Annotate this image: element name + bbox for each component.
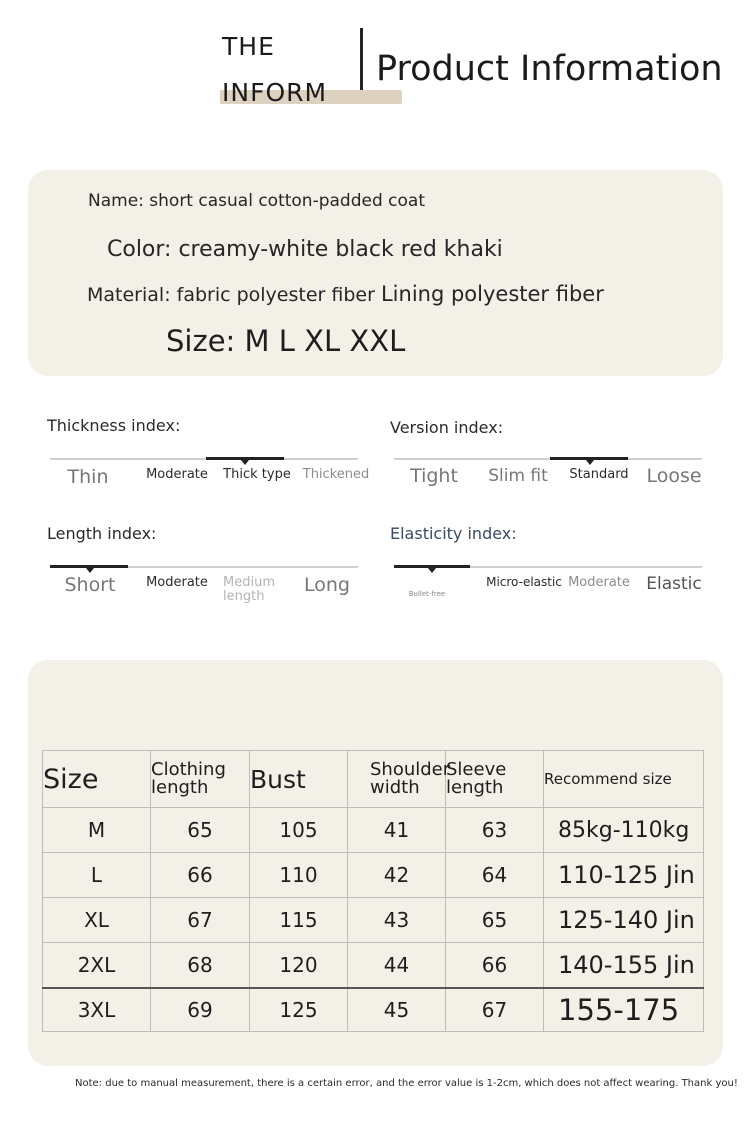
cell-recommend-size: 125-140 Jin xyxy=(544,898,704,943)
material-lining: Lining polyester fiber xyxy=(380,282,604,306)
cell-sleeve-length: 67 xyxy=(446,988,544,1032)
header-divider xyxy=(360,28,363,90)
thickness-index-title: Thickness index: xyxy=(47,416,181,435)
cell-clothing-length: 69 xyxy=(151,988,250,1032)
cell-size: M xyxy=(43,808,151,853)
table-row xyxy=(43,808,704,853)
column-header-sleeve-length: Sleeve length xyxy=(446,751,544,808)
product-material xyxy=(87,281,604,308)
cell-sleeve-length: 64 xyxy=(446,853,544,898)
cell-size: 2XL xyxy=(43,943,151,988)
thickness-option-thick-type: Thick type xyxy=(223,467,291,482)
column-header-bust: Bust xyxy=(250,751,348,808)
version-option-slim-fit: Slim fit xyxy=(488,466,548,486)
brand-line-2: INFORM xyxy=(222,78,328,107)
cell-shoulder-width: 42 xyxy=(348,853,446,898)
cell-size: 3XL xyxy=(43,988,151,1032)
elasticity-option-elastic: Elastic xyxy=(646,574,702,594)
length-pointer xyxy=(86,568,94,573)
brand-line-1: THE xyxy=(222,32,275,61)
cell-clothing-length: 65 xyxy=(151,808,250,853)
table-row xyxy=(43,898,704,943)
elasticity-pointer xyxy=(428,568,436,573)
version-scale-line xyxy=(394,458,702,460)
cell-bust: 125 xyxy=(250,988,348,1032)
material-fabric: Material: fabric polyester fiber xyxy=(87,284,375,306)
version-option-standard: Standard xyxy=(569,467,629,482)
elasticity-option-bullet-free: Bullet-free xyxy=(408,590,446,598)
size-table xyxy=(42,750,704,1032)
page-title: Product Information xyxy=(376,49,723,89)
version-option-tight: Tight xyxy=(410,465,458,487)
cell-bust: 105 xyxy=(250,808,348,853)
column-header-shoulder-width: Shoulder width xyxy=(348,751,446,808)
column-header-recommend-size: Recommend size xyxy=(544,751,704,808)
cell-shoulder-width: 45 xyxy=(348,988,446,1032)
cell-bust: 110 xyxy=(250,853,348,898)
thickness-option-moderate: Moderate xyxy=(146,467,208,482)
length-index-title: Length index: xyxy=(47,524,157,543)
cell-recommend-size: 140-155 Jin xyxy=(544,943,704,988)
cell-clothing-length: 67 xyxy=(151,898,250,943)
cell-size: L xyxy=(43,853,151,898)
version-option-loose: Loose xyxy=(646,465,702,487)
length-option-moderate: Moderate xyxy=(146,575,208,590)
elasticity-option-micro-elastic: Micro-elastic xyxy=(486,575,562,589)
table-row xyxy=(43,853,704,898)
length-option-long: Long xyxy=(304,574,350,596)
cell-sleeve-length: 63 xyxy=(446,808,544,853)
thickness-scale-line xyxy=(50,458,358,460)
column-header-size: Size xyxy=(43,751,151,808)
cell-sleeve-length: 66 xyxy=(446,943,544,988)
table-header-row xyxy=(43,751,704,808)
table-row xyxy=(43,988,704,1032)
thickness-option-thickened: Thickened xyxy=(302,467,370,482)
product-size: Size: M L XL XXL xyxy=(166,324,406,358)
cell-sleeve-length: 65 xyxy=(446,898,544,943)
version-pointer xyxy=(586,460,594,465)
cell-recommend-size: 110-125 Jin xyxy=(544,853,704,898)
elasticity-option-moderate: Moderate xyxy=(568,575,630,590)
cell-bust: 115 xyxy=(250,898,348,943)
table-row xyxy=(43,943,704,988)
product-color: Color: creamy-white black red khaki xyxy=(107,237,503,262)
length-option-short: Short xyxy=(64,574,116,596)
thickness-option-thin: Thin xyxy=(67,466,109,488)
product-name: Name: short casual cotton-padded coat xyxy=(88,191,425,211)
length-option-medium-length: Medium length xyxy=(223,575,275,604)
cell-recommend-size: 85kg-110kg xyxy=(544,808,704,853)
elasticity-index-title: Elasticity index: xyxy=(390,524,517,543)
cell-shoulder-width: 41 xyxy=(348,808,446,853)
cell-clothing-length: 68 xyxy=(151,943,250,988)
cell-shoulder-width: 44 xyxy=(348,943,446,988)
column-header-clothing-length: Clothing length xyxy=(151,751,250,808)
measurement-note: Note: due to manual measurement, there is a certain error, and the error value is 1-2cm, which does not affect wearing. Thank you! xyxy=(75,1078,738,1089)
cell-recommend-size: 155-175 xyxy=(544,988,704,1032)
cell-bust: 120 xyxy=(250,943,348,988)
cell-size: XL xyxy=(43,898,151,943)
version-index-title: Version index: xyxy=(390,418,504,437)
cell-shoulder-width: 43 xyxy=(348,898,446,943)
thickness-pointer xyxy=(241,460,249,465)
cell-clothing-length: 66 xyxy=(151,853,250,898)
